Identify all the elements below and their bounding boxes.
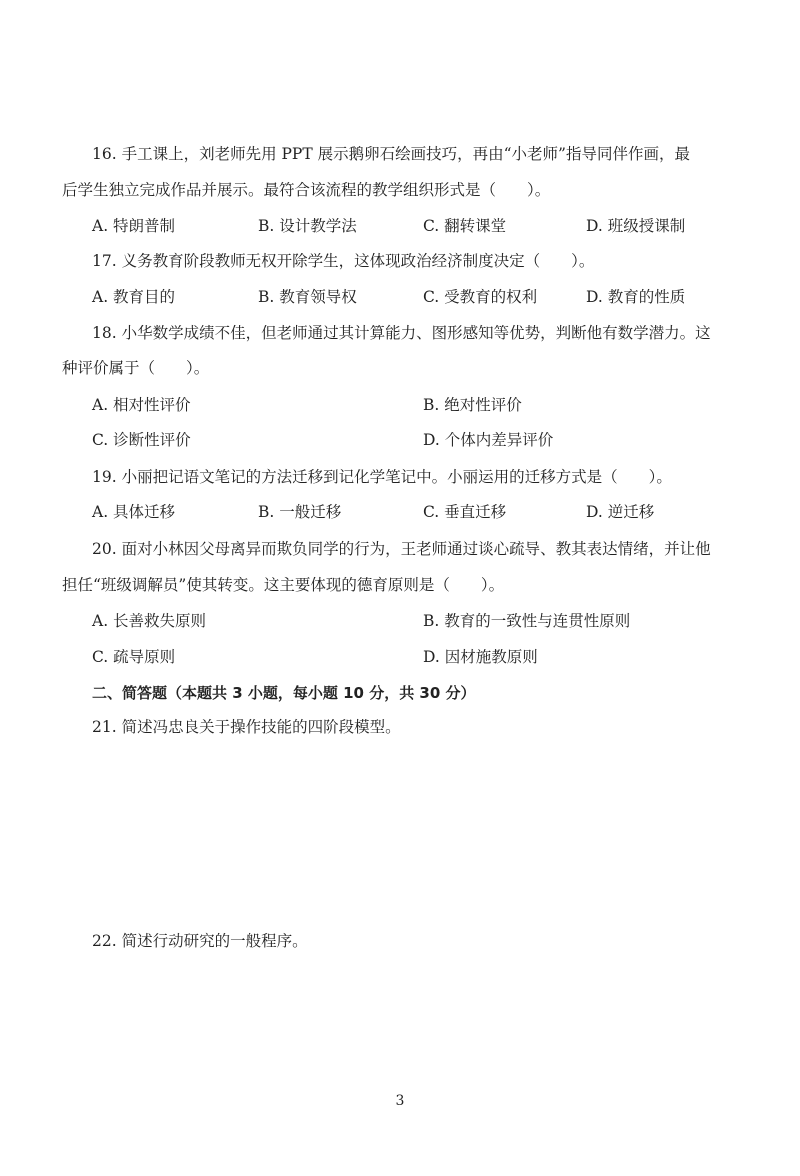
question-21: 21. 简述冯忠良关于操作技能的四阶段模型。: [92, 718, 401, 736]
question-18-option-a: A. 相对性评价: [92, 396, 191, 414]
question-18-option-c: C. 诊断性评价: [92, 431, 191, 449]
question-19-option-a: A. 具体迁移: [92, 503, 176, 521]
question-19-option-d: D. 逆迁移: [586, 503, 655, 521]
question-16-line-2: 后学生独立完成作品并展示。最符合该流程的教学组织形式是（ ）。: [62, 181, 551, 199]
question-20-line-1: 20. 面对小林因父母离异而欺负同学的行为，王老师通过谈心疏导、教其表达情绪，并让他: [92, 540, 711, 558]
question-20-option-d: D. 因材施教原则: [423, 648, 538, 666]
question-17-option-a: A. 教育目的: [92, 288, 176, 306]
question-20-line-2: 担任“班级调解员”使其转变。这主要体现的德育原则是（ ）。: [62, 576, 505, 594]
question-20-option-c: C. 疏导原则: [92, 648, 176, 666]
question-20-option-b: B. 教育的一致性与连贯性原则: [423, 612, 631, 630]
question-17-option-c: C. 受教育的权利: [423, 288, 538, 306]
question-18-option-b: B. 绝对性评价: [423, 396, 522, 414]
question-18-line-1: 18. 小华数学成绩不佳，但老师通过其计算能力、图形感知等优势，判断他有数学潜力。这: [92, 324, 711, 342]
question-19-option-c: C. 垂直迁移: [423, 503, 507, 521]
question-17-option-b: B. 教育领导权: [258, 288, 357, 306]
page-number: 3: [395, 1093, 405, 1109]
question-22: 22. 简述行动研究的一般程序。: [92, 932, 308, 950]
question-18-option-d: D. 个体内差异评价: [423, 431, 554, 449]
question-16-option-c: C. 翻转课堂: [423, 217, 507, 235]
question-18-line-2: 种评价属于（ ）。: [62, 359, 210, 377]
question-20-option-a: A. 长善救失原则: [92, 612, 207, 630]
question-19-option-b: B. 一般迁移: [258, 503, 342, 521]
question-16-option-d: D. 班级授课制: [586, 217, 686, 235]
question-16-line-1: 16. 手工课上，刘老师先用 PPT 展示鹅卵石绘画技巧，再由“小老师”指导同伴作画，最: [92, 145, 690, 163]
question-17-line-1: 17. 义务教育阶段教师无权开除学生，这体现政治经济制度决定（ ）。: [92, 252, 595, 270]
question-16-option-a: A. 特朗普制: [92, 217, 176, 235]
question-16-option-b: B. 设计教学法: [258, 217, 357, 235]
section-heading: 二、简答题（本题共 3 小题，每小题 10 分，共 30 分）: [92, 684, 476, 702]
question-19-line-1: 19. 小丽把记语文笔记的方法迁移到记化学笔记中。小丽运用的迁移方式是（ ）。: [92, 468, 672, 486]
question-17-option-d: D. 教育的性质: [586, 288, 686, 306]
